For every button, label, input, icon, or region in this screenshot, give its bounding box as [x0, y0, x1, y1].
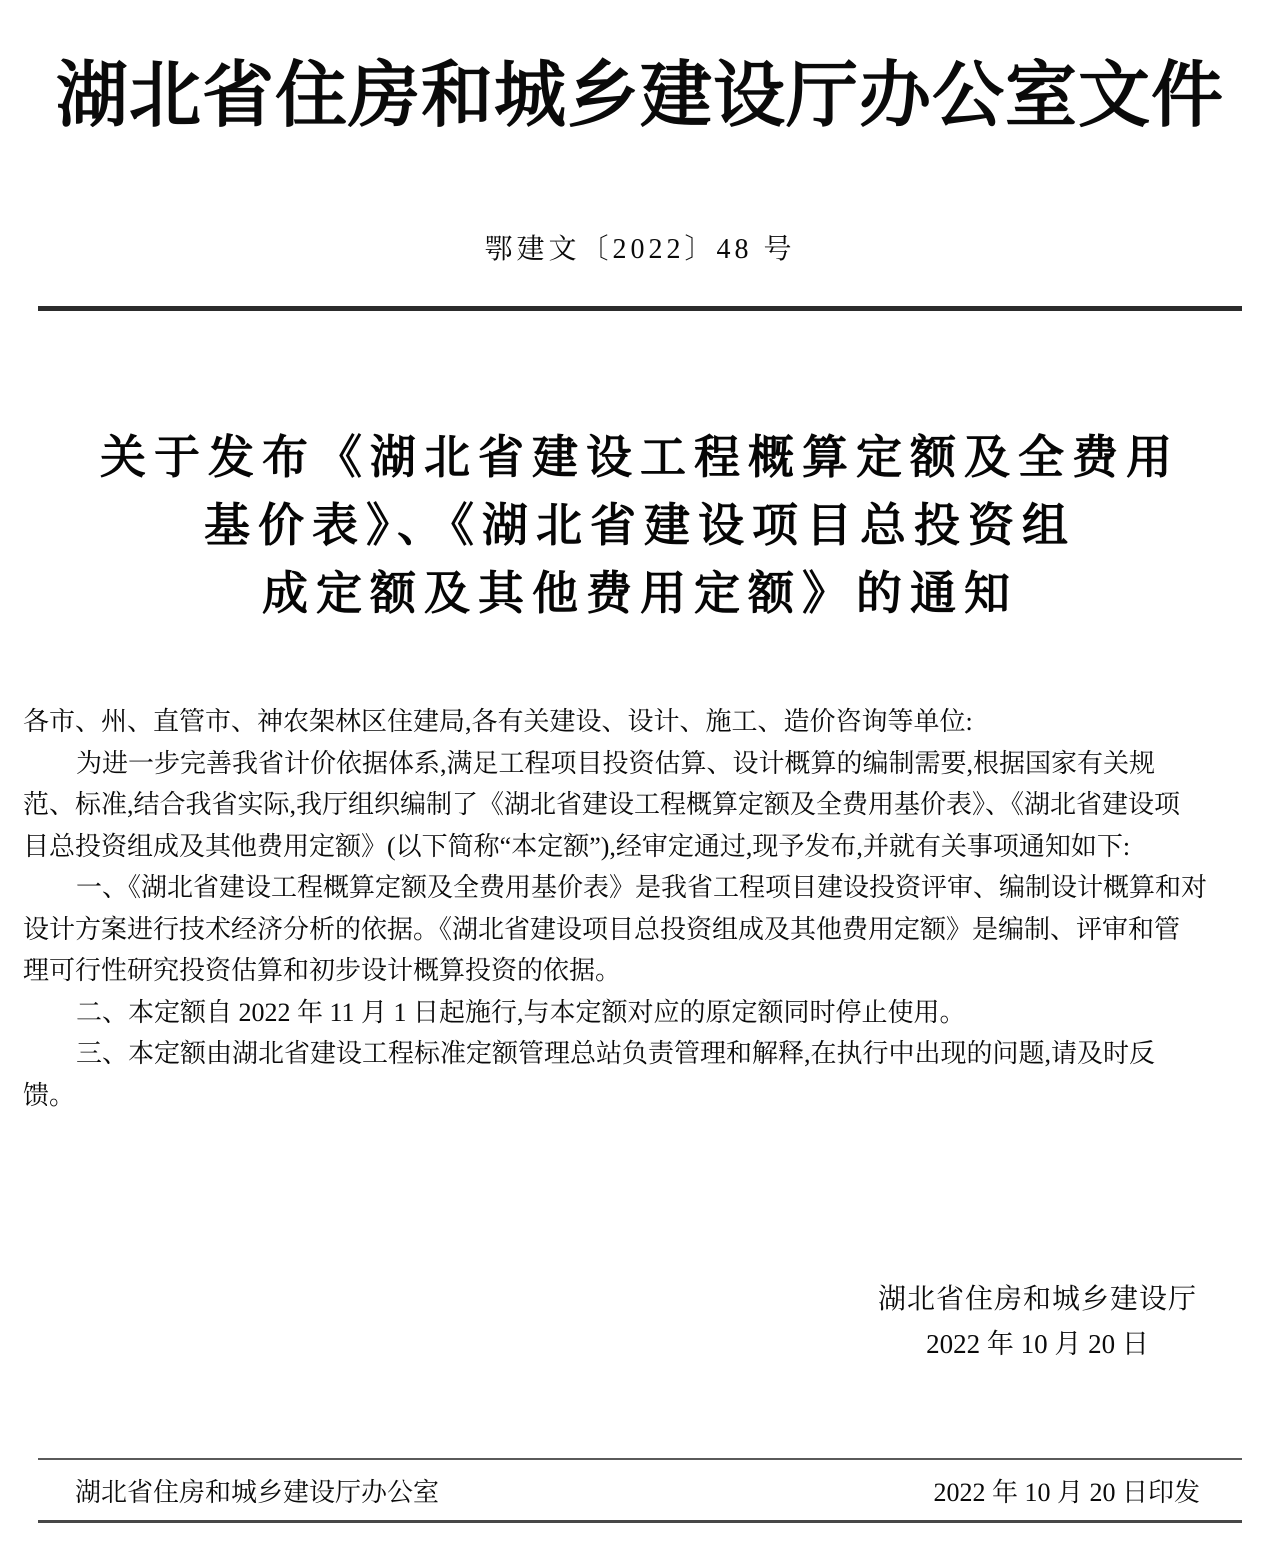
- body-line: 馈。: [23, 1080, 76, 1110]
- document-footer: [38, 1458, 1242, 1523]
- body-line: 范、标准,结合我省实际,我厅组织编制了《湖北省建设工程概算定额及全费用基价表》、《湖北省建设项: [23, 790, 1181, 819]
- notice-title: [0, 423, 1280, 627]
- body-line: 设计方案进行技术经济分析的依据。《湖北省建设项目总投资组成及其他费用定额》是编制、评审和管: [23, 914, 1181, 944]
- footer-row: [38, 1460, 1242, 1520]
- document-number: 鄂建文〔2022〕48 号: [484, 234, 796, 265]
- notice-title-line-3: 成定额及其他费用定额》的通知: [262, 567, 1018, 619]
- body-line: 目总投资组成及其他费用定额》(以下简称“本定额”),经审定通过,现予发布,并就有关事项通知如下:: [23, 831, 1131, 861]
- footer-print-date: 2022 年 10 月 20 日印发: [933, 1477, 1200, 1507]
- footer-issuing-office: 湖北省住房和城乡建设厅办公室: [75, 1477, 440, 1507]
- body-line: 各市、州、直管市、神农架林区住建局,各有关建设、设计、施工、造价咨询等单位:: [23, 707, 973, 736]
- document-body: [23, 701, 1257, 1116]
- notice-title-line-1: 关于发布《湖北省建设工程概算定额及全费用: [100, 431, 1180, 483]
- body-line: 为进一步完善我省计价依据体系,满足工程项目投资估算、设计概算的编制需要,根据国家有关规: [76, 748, 1156, 778]
- header-divider-rule: [38, 306, 1242, 311]
- body-line: 三、本定额由湖北省建设工程标准定额管理总站负责管理和解释,在执行中出现的问题,请及时反: [76, 1039, 1156, 1068]
- notice-title-line-2: 基价表》、《湖北省建设项目总投资组: [204, 499, 1076, 551]
- body-line: 一、《湖北省建设工程概算定额及全费用基价表》是我省工程项目建设投资评审、编制设计概算和对: [76, 873, 1208, 902]
- signature-date: 2022 年 10 月 20 日: [926, 1329, 1149, 1359]
- signature-block: [878, 1278, 1197, 1366]
- signature-organization: 湖北省住房和城乡建设厅: [877, 1284, 1197, 1315]
- body-line: 二、本定额自 2022 年 11 月 1 日起施行,与本定额对应的原定额同时停止使用。: [76, 997, 966, 1027]
- masthead-title: 湖北省住房和城乡建设厅办公室文件: [55, 56, 1224, 136]
- body-line: 理可行性研究投资估算和初步设计概算投资的依据。: [23, 956, 622, 985]
